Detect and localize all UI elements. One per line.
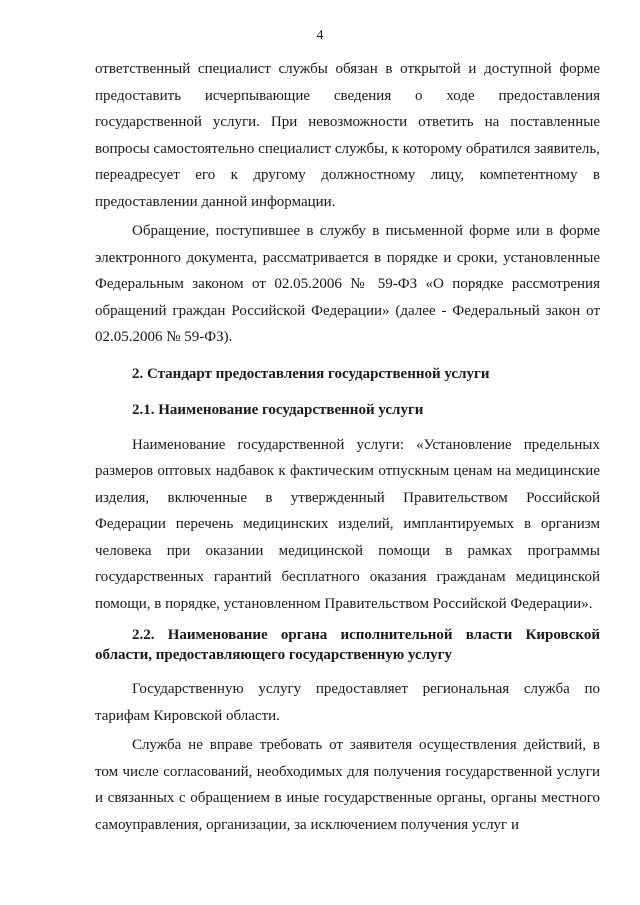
paragraph-service-restrictions: Служба не вправе требовать от заявителя осуществления действий, в том числе согласований, необходимых для получения государственной услуги и связанных с обращением в иные государственные органы, органы местного самоуправления, организации, за исключением получения услуг и (95, 737, 600, 833)
document-body (95, 56, 600, 838)
section-heading-authority: 2.2. Наименование органа исполнительной власти Кировской области, предоставляющего государственную услугу (95, 627, 600, 663)
page-number: 4 (316, 28, 324, 43)
paragraph-service-provider: Государственную услугу предоставляет региональная служба по тарифам Кировской области. (95, 681, 600, 724)
section-heading-standard: 2. Стандарт предоставления государственной услуги (132, 365, 490, 382)
paragraph-service-name: Наименование государственной услуги: «Установление предельных размеров оптовых надбавок к фактическим отпускным ценам на медицинские изделия, включенные в утвержденный Правительством Российской Федерации перечень медицинских изделий, имплантируемых в организм человека при оказании медицинской помощи в рамках программы государственных гарантий бесплатного оказания гражданам медицинской помощи, в порядке, установленном Правительством Российской Федерации». (95, 436, 600, 612)
paragraph-written-appeal: Обращение, поступившее в службу в письменной форме или в форме электронного документа, рассматривается в порядке и сроки, установленные Федеральным законом от 02.05.2006 № 59-ФЗ «О порядке рассмотрения обращений граждан Российской Федерации» (далее - Федеральный закон от 02.05.2006 № 59-ФЗ). (95, 223, 600, 345)
paragraph-specialist-duty: ответственный специалист службы обязан в открытой и доступной форме предоставить исчерпывающие сведения о ходе предоставления государственной услуги. При невозможности ответить на поставленные вопросы самостоятельно специалист службы, к которому обратился заявитель, переадресует его к другому должностному лицу, компетентному в предоставлении данной информации. (95, 61, 600, 210)
section-heading-service-name: 2.1. Наименование государственной услуги (132, 402, 424, 418)
